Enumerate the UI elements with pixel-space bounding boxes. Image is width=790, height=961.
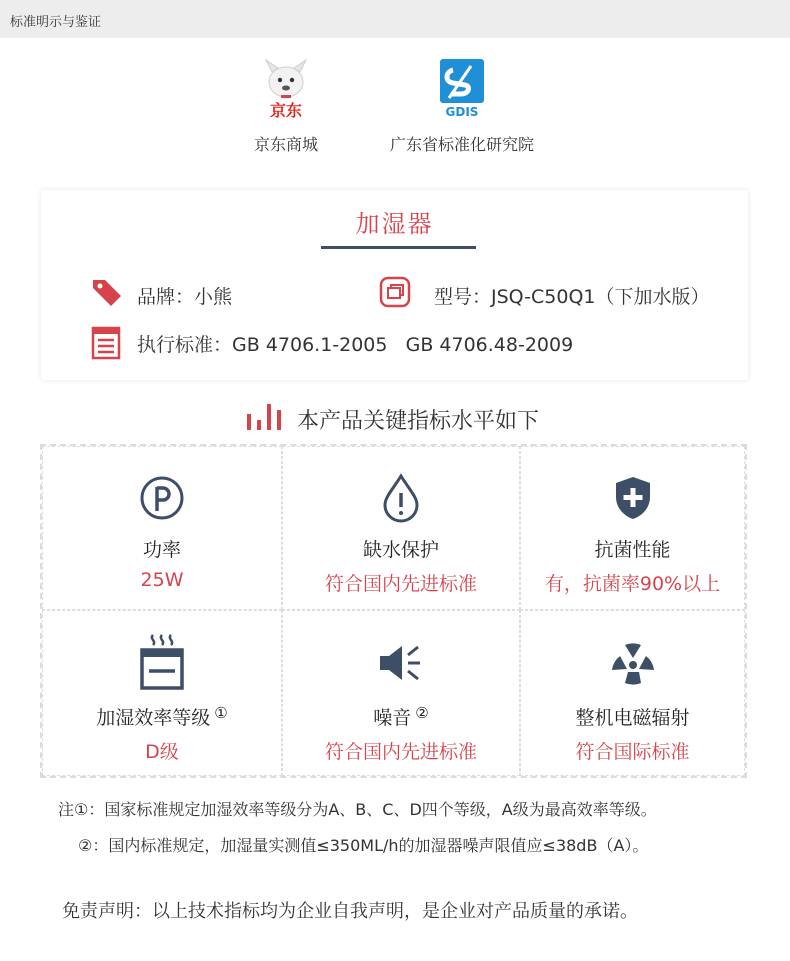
product-card xyxy=(41,190,748,380)
model-text: 型号：JSQ-C50Q1（下加水版） xyxy=(434,286,710,308)
indicator-cell-noise xyxy=(282,610,520,776)
indicator-value: D级 xyxy=(145,741,179,763)
indicator-name: 整机电磁辐射 xyxy=(575,707,690,729)
indicator-cell-radiation xyxy=(520,610,745,776)
gdis-caption: 广东省标准化研究院 xyxy=(389,135,534,154)
bar-chart-icon xyxy=(245,400,291,432)
water-drop-icon xyxy=(381,473,421,523)
footnote-2: ②：国内标准规定，加湿量实测值≤350ML/h的加湿器噪声限值应≤38dB（A）。 xyxy=(78,836,649,855)
top-bar-title: 标准明示与鉴证 xyxy=(10,15,102,30)
footnote-marker: ② xyxy=(415,704,429,722)
footnote-1: 注①：国家标准规定加湿效率等级分为A、B、C、D四个等级，A级为最高效率等级。 xyxy=(58,800,657,819)
indicator-cell-water-protection xyxy=(282,446,520,610)
radiation-icon xyxy=(611,641,655,685)
gdis-logo xyxy=(431,58,493,120)
speaker-icon xyxy=(378,643,424,683)
title-underline xyxy=(321,246,476,249)
indicator-cell-humidify-efficiency xyxy=(42,610,282,776)
gdis-logo-block xyxy=(372,58,552,155)
gdis-mark-text: GDIS xyxy=(445,105,479,119)
indicator-name: 功率 xyxy=(142,539,181,561)
indicator-name: 缺水保护 xyxy=(362,539,439,561)
indicator-value: 符合国际标准 xyxy=(575,741,690,763)
model-box-icon xyxy=(379,276,411,308)
indicator-value: 有，抗菌率90%以上 xyxy=(544,573,721,595)
indicator-value: 25W xyxy=(140,569,184,591)
jd-mark-text: 京东 xyxy=(269,101,303,120)
humidifier-icon xyxy=(139,633,185,691)
disclaimer-text: 免责声明：以上技术指标均为企业自我声明，是企业对产品质量的承诺。 xyxy=(62,901,638,922)
indicator-name: 加湿效率等级 ① xyxy=(96,704,228,729)
indicator-name: 抗菌性能 xyxy=(594,539,671,561)
power-p-icon xyxy=(139,475,185,521)
indicator-cell-power xyxy=(42,446,282,610)
indicator-value: 符合国内先进标准 xyxy=(324,741,477,763)
jd-caption: 京东商城 xyxy=(253,135,318,154)
jd-logo-block xyxy=(236,58,336,155)
indicator-cell-antibacterial xyxy=(520,446,745,610)
shield-plus-icon xyxy=(613,475,653,521)
jd-mascot-logo xyxy=(256,58,316,120)
document-icon xyxy=(91,326,121,360)
top-bar xyxy=(0,0,790,38)
indicator-value: 符合国内先进标准 xyxy=(324,573,477,595)
product-title: 加湿器 xyxy=(355,210,434,238)
brand-text: 品牌：小熊 xyxy=(137,286,233,308)
footnote-marker: ① xyxy=(214,704,228,722)
tag-icon xyxy=(91,276,123,308)
section-heading xyxy=(245,400,540,436)
standard-text: 执行标准：GB 4706.1-2005 GB 4706.48-2009 xyxy=(137,334,574,356)
section-title: 本产品关键指标水平如下 xyxy=(297,409,540,434)
indicator-name: 噪音 ② xyxy=(373,704,429,729)
indicator-grid xyxy=(40,444,747,778)
